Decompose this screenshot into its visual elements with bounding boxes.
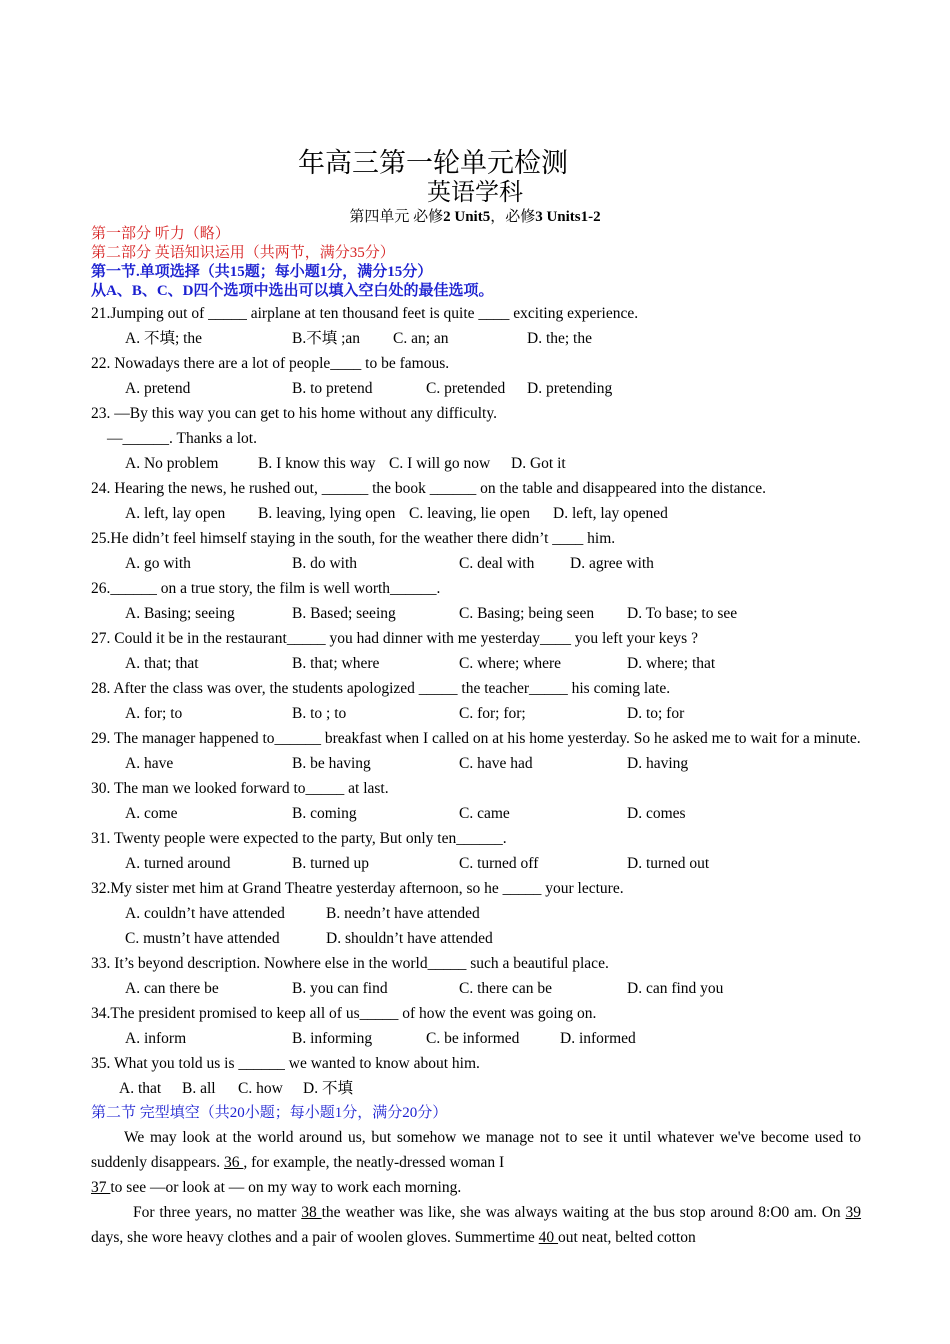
option-c[interactable]: C. deal with <box>459 555 535 572</box>
option-d[interactable]: D. To base; to see <box>627 605 738 622</box>
question-33-stem: 33. It’s beyond description. Nowhere else in the world_____ such a beautiful place. <box>91 955 609 972</box>
cloze-blank-36[interactable]: 36 <box>224 1154 244 1171</box>
option-d[interactable]: D. comes <box>627 805 686 822</box>
question-22-options <box>91 376 861 401</box>
option-a[interactable]: A. have <box>125 755 174 772</box>
cloze-text: We may look at the world around us, but somehow we manage not to see it until whatever we've become used to suddenly disappears. <box>91 1129 861 1171</box>
question-29-options <box>91 751 861 776</box>
option-a[interactable]: A. can there be <box>125 980 219 997</box>
cloze-blank-40[interactable]: 40 <box>538 1229 559 1246</box>
question-32-stem: 32.My sister met him at Grand Theatre yesterday afternoon, so he _____ your lecture. <box>91 880 624 897</box>
option-c[interactable]: C. an; an <box>393 330 449 347</box>
unit-bold-1: 2 Unit5 <box>443 209 491 225</box>
cloze-text: For three years, no matter <box>133 1204 297 1221</box>
question-34-stem: 34.The president promised to keep all of us_____ of how the event was going on. <box>91 1005 597 1022</box>
option-a[interactable]: A. turned around <box>125 855 231 872</box>
option-a[interactable]: A. 不填; the <box>125 330 203 347</box>
question-34-options <box>91 1026 861 1051</box>
option-b[interactable]: B. you can find <box>292 980 388 997</box>
question-22-stem: 22. Nowadays there are a lot of people____ to be famous. <box>91 355 450 372</box>
option-c[interactable]: C. Basing; being seen <box>459 605 595 622</box>
question-23-stem-reply: —______. Thanks a lot. <box>107 430 257 447</box>
question-35-options <box>91 1076 861 1101</box>
option-d[interactable]: D. informed <box>560 1030 636 1047</box>
cloze-text: days, she wore heavy clothes and a pair of woolen gloves. Summertime <box>91 1229 535 1246</box>
option-b[interactable]: B. informing <box>292 1030 373 1047</box>
option-b[interactable]: B. I know this way <box>258 455 376 472</box>
cloze-blank-39[interactable]: 39 <box>845 1204 862 1221</box>
question-30-options <box>91 801 861 826</box>
option-b[interactable]: B. Based; seeing <box>292 605 396 622</box>
section2-heading: 第二节 完型填空（共20小题；每小题1分，满分20分） <box>91 1105 448 1121</box>
question-29-stem: 29. The manager happened to______ breakfast when I called on at his home yesterday. So he asked me to wait for a minute. <box>91 730 861 747</box>
question-21-options <box>91 326 861 351</box>
option-d[interactable]: D. having <box>627 755 689 772</box>
option-c[interactable]: C. mustn’t have attended <box>125 930 280 947</box>
option-a[interactable]: A. for; to <box>125 705 183 722</box>
option-a[interactable]: A. couldn’t have attended <box>125 905 285 922</box>
question-24-stem: 24. Hearing the news, he rushed out, ______ the book ______ on the table and disappeared into the distance. <box>91 480 766 497</box>
option-d[interactable]: D. where; that <box>627 655 716 672</box>
option-c[interactable]: C. have had <box>459 755 533 772</box>
unit-mid: ，必修 <box>490 209 536 225</box>
question-24-options <box>91 501 861 526</box>
cloze-text: , for example, the neatly-dressed woman I <box>243 1154 505 1171</box>
unit-prefix: 第四单元 必修 <box>349 209 444 225</box>
cloze-paragraph-2 <box>91 1200 861 1250</box>
option-a[interactable]: A. that; that <box>125 655 199 672</box>
option-d[interactable]: D. to; for <box>627 705 685 722</box>
question-26-stem: 26.______ on a true story, the film is well worth______. <box>91 580 441 597</box>
option-a[interactable]: A. pretend <box>125 380 191 397</box>
question-28-options <box>91 701 861 726</box>
option-b[interactable]: B. needn’t have attended <box>326 905 480 922</box>
question-28-stem: 28. After the class was over, the students apologized _____ the teacher_____ his coming late. <box>91 680 671 697</box>
option-c[interactable]: C. turned off <box>459 855 539 872</box>
option-a[interactable]: A. that <box>119 1080 162 1097</box>
option-c[interactable]: C. how <box>238 1080 283 1097</box>
question-30-stem: 30. The man we looked forward to_____ at last. <box>91 780 389 797</box>
cloze-blank-37[interactable]: 37 <box>91 1179 111 1196</box>
question-26-options <box>91 601 861 626</box>
question-23-stem: 23. —By this way you can get to his home without any difficulty. <box>91 405 497 422</box>
option-c[interactable]: C. for; for; <box>459 705 526 722</box>
question-27-stem: 27. Could it be in the restaurant_____ you had dinner with me yesterday____ you left your keys ? <box>91 630 698 647</box>
option-b[interactable]: B. to ; to <box>292 705 347 722</box>
option-d[interactable]: D. can find you <box>627 980 724 997</box>
section1-instruction: 从A、B、C、D四个选项中选出可以填入空白处的最佳选项。 <box>91 283 494 299</box>
question-33-options <box>91 976 861 1001</box>
part2-heading: 第二部分 英语知识运用（共两节，满分35分） <box>91 245 395 261</box>
question-25-options <box>91 551 861 576</box>
option-c[interactable]: C. leaving, lie open <box>409 505 530 522</box>
option-b[interactable]: B. leaving, lying open <box>258 505 396 522</box>
option-b[interactable]: B. coming <box>292 805 357 822</box>
question-25-stem: 25.He didn’t feel himself staying in the south, for the weather there didn’t ____ him. <box>91 530 616 547</box>
question-32-options-row1 <box>91 901 861 926</box>
option-a[interactable]: A. come <box>125 805 178 822</box>
unit-line <box>0 207 950 227</box>
option-c[interactable]: C. there can be <box>459 980 552 997</box>
option-a[interactable]: A. left, lay open <box>125 505 226 522</box>
cloze-text: the weather was like, she was always waiting at the bus stop around 8:O0 am. On <box>321 1204 841 1221</box>
option-c[interactable]: C. where; where <box>459 655 561 672</box>
option-a[interactable]: A. go with <box>125 555 191 572</box>
exam-subject: 英语学科 <box>427 180 523 206</box>
cloze-text: to see —or look at — on my way to work each morning. <box>110 1179 462 1196</box>
option-c[interactable]: C. I will go now <box>389 455 491 472</box>
option-c[interactable]: C. pretended <box>426 380 506 397</box>
exam-content <box>91 225 861 1250</box>
option-d[interactable]: D. 不填 <box>303 1080 353 1097</box>
option-d[interactable]: D. left, lay opened <box>553 505 668 522</box>
option-a[interactable]: A. Basing; seeing <box>125 605 235 622</box>
option-a[interactable]: A. No problem <box>125 455 219 472</box>
option-b[interactable]: B. that; where <box>292 655 380 672</box>
section1-heading: 第一节.单项选择（共15题；每小题1分，满分15分） <box>91 264 433 280</box>
option-d[interactable]: D. agree with <box>570 555 654 572</box>
cloze-text: out neat, belted cotton <box>558 1229 696 1246</box>
question-32-options-row2 <box>91 926 861 951</box>
option-b[interactable]: B. turned up <box>292 855 370 872</box>
option-b[interactable]: B. be having <box>292 755 371 772</box>
part1-heading: 第一部分 听力（略） <box>91 226 230 242</box>
question-23-options <box>91 451 861 476</box>
question-35-stem: 35. What you told us is ______ we wanted to know about him. <box>91 1055 480 1072</box>
question-31-stem: 31. Twenty people were expected to the party, But only ten______. <box>91 830 507 847</box>
question-21-stem: 21.Jumping out of _____ airplane at ten thousand feet is quite ____ exciting experience. <box>91 305 639 322</box>
option-d[interactable]: D. turned out <box>627 855 710 872</box>
option-c[interactable]: C. be informed <box>426 1030 520 1047</box>
option-d[interactable]: D. the; the <box>527 330 592 347</box>
option-b[interactable]: B. do with <box>292 555 358 572</box>
cloze-blank-38[interactable]: 38 <box>301 1204 322 1221</box>
cloze-paragraph-1 <box>91 1125 861 1200</box>
option-a[interactable]: A. inform <box>125 1030 187 1047</box>
option-b[interactable]: B.不填 ;an <box>292 330 361 347</box>
option-b[interactable]: B. all <box>182 1080 216 1097</box>
option-d[interactable]: D. pretending <box>527 380 613 397</box>
option-d[interactable]: D. Got it <box>511 455 566 472</box>
question-31-options <box>91 851 861 876</box>
unit-bold-2: 3 Units1-2 <box>535 209 601 225</box>
option-d[interactable]: D. shouldn’t have attended <box>326 930 493 947</box>
question-27-options <box>91 651 861 676</box>
option-c[interactable]: C. came <box>459 805 510 822</box>
option-b[interactable]: B. to pretend <box>292 380 373 397</box>
exam-title: 年高三第一轮单元检测 <box>298 148 568 178</box>
